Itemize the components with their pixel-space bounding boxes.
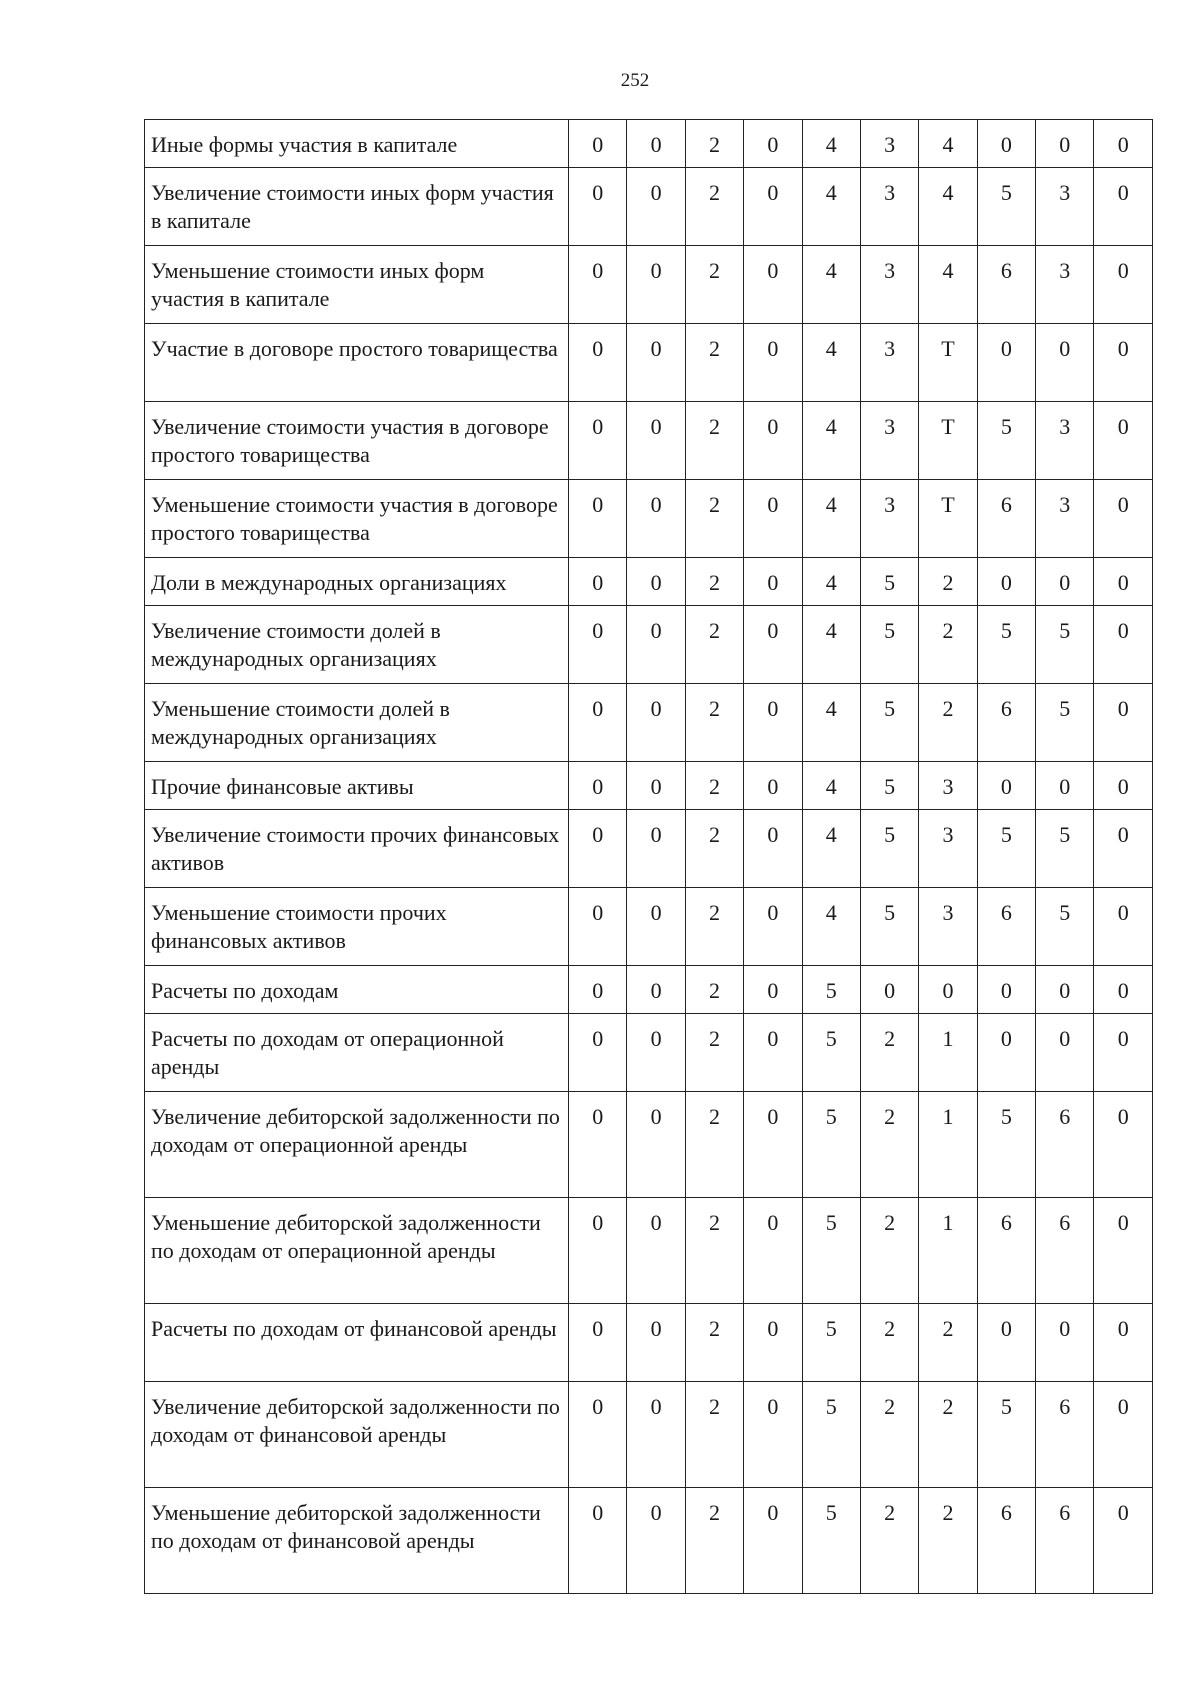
code-digit: 0: [744, 402, 802, 480]
code-digit: 0: [744, 480, 802, 558]
code-digit: 6: [977, 246, 1035, 324]
code-digit: 0: [1094, 246, 1153, 324]
table-row: [145, 1304, 1153, 1382]
code-digit: 2: [860, 1014, 918, 1092]
code-digit: 5: [977, 1382, 1035, 1488]
code-digit: Т: [919, 480, 977, 558]
code-digit: 0: [1094, 810, 1153, 888]
code-digit: 0: [627, 402, 685, 480]
code-digit: 2: [860, 1198, 918, 1304]
code-digit: 0: [627, 888, 685, 966]
code-digit: 6: [977, 480, 1035, 558]
code-digit: 0: [627, 1488, 685, 1594]
table-row: [145, 480, 1153, 558]
code-digit: 4: [919, 168, 977, 246]
code-digit: 0: [627, 1092, 685, 1198]
code-digit: 4: [802, 606, 860, 684]
code-digit: 0: [977, 1304, 1035, 1382]
code-digit: 0: [1094, 1488, 1153, 1594]
code-digit: 0: [1036, 558, 1094, 606]
code-digit: 6: [1036, 1092, 1094, 1198]
row-name: Расчеты по доходам: [145, 966, 569, 1014]
table-row: [145, 684, 1153, 762]
code-digit: 0: [569, 966, 627, 1014]
code-digit: 2: [860, 1382, 918, 1488]
code-digit: 0: [1036, 1304, 1094, 1382]
code-digit: 0: [627, 966, 685, 1014]
row-name: Расчеты по доходам от финансовой аренды: [145, 1304, 569, 1382]
code-digit: 0: [744, 558, 802, 606]
code-digit: 2: [860, 1092, 918, 1198]
code-digit: 5: [977, 168, 1035, 246]
code-digit: 0: [569, 888, 627, 966]
table-row: [145, 402, 1153, 480]
code-digit: 0: [1094, 1304, 1153, 1382]
code-digit: 0: [744, 762, 802, 810]
row-name: Участие в договоре простого товарищества: [145, 324, 569, 402]
code-digit: 2: [685, 480, 743, 558]
code-digit: 4: [802, 402, 860, 480]
code-digit: 3: [1036, 480, 1094, 558]
code-digit: 2: [919, 1304, 977, 1382]
code-digit: Т: [919, 324, 977, 402]
row-name: Иные формы участия в капитале: [145, 120, 569, 168]
code-digit: 0: [744, 1198, 802, 1304]
code-digit: 0: [977, 324, 1035, 402]
code-digit: 0: [569, 1488, 627, 1594]
code-digit: 2: [860, 1304, 918, 1382]
code-digit: 2: [919, 606, 977, 684]
code-digit: 5: [1036, 606, 1094, 684]
code-digit: 2: [685, 558, 743, 606]
code-digit: 6: [977, 1488, 1035, 1594]
code-digit: 0: [977, 120, 1035, 168]
row-name: Увеличение стоимости долей в международных организациях: [145, 606, 569, 684]
code-digit: 0: [569, 246, 627, 324]
code-digit: 0: [744, 888, 802, 966]
code-digit: 4: [802, 246, 860, 324]
code-digit: 6: [1036, 1488, 1094, 1594]
row-name: Прочие финансовые активы: [145, 762, 569, 810]
code-digit: 0: [569, 480, 627, 558]
table-row: [145, 966, 1153, 1014]
code-digit: 6: [977, 684, 1035, 762]
code-digit: 2: [685, 684, 743, 762]
table-row: [145, 762, 1153, 810]
code-digit: 4: [802, 888, 860, 966]
code-digit: 5: [860, 762, 918, 810]
code-digit: 0: [569, 1014, 627, 1092]
code-digit: 0: [1094, 120, 1153, 168]
code-digit: 1: [919, 1092, 977, 1198]
code-digit: 0: [977, 966, 1035, 1014]
row-name: Увеличение дебиторской задолженности по доходам от финансовой аренды: [145, 1382, 569, 1488]
code-digit: 0: [1094, 1014, 1153, 1092]
code-digit: 0: [1094, 1382, 1153, 1488]
code-digit: 0: [627, 606, 685, 684]
table-row: [145, 246, 1153, 324]
code-digit: 2: [919, 1488, 977, 1594]
table-row: [145, 120, 1153, 168]
code-digit: 0: [627, 684, 685, 762]
code-digit: 0: [1036, 324, 1094, 402]
page-number: 252: [620, 70, 650, 91]
code-digit: 2: [685, 966, 743, 1014]
code-digit: 0: [1094, 324, 1153, 402]
code-digit: 4: [802, 120, 860, 168]
code-digit: 2: [685, 402, 743, 480]
code-digit: 2: [685, 1198, 743, 1304]
row-name: Увеличение стоимости иных форм участия в капитале: [145, 168, 569, 246]
code-digit: 0: [744, 810, 802, 888]
row-name: Уменьшение стоимости долей в международных организациях: [145, 684, 569, 762]
code-digit: 0: [744, 120, 802, 168]
code-digit: 0: [744, 324, 802, 402]
code-digit: 2: [919, 684, 977, 762]
code-digit: 2: [685, 1092, 743, 1198]
code-digit: 0: [1094, 168, 1153, 246]
code-digit: 5: [860, 606, 918, 684]
row-name: Расчеты по доходам от операционной аренды: [145, 1014, 569, 1092]
code-digit: 0: [627, 810, 685, 888]
code-digit: 5: [802, 966, 860, 1014]
code-digit: 2: [919, 1382, 977, 1488]
code-digit: 4: [802, 558, 860, 606]
code-digit: 0: [744, 1488, 802, 1594]
code-digit: 0: [1094, 762, 1153, 810]
code-digit: 3: [919, 810, 977, 888]
code-digit: 5: [860, 888, 918, 966]
code-digit: 5: [977, 810, 1035, 888]
code-digit: 0: [744, 1014, 802, 1092]
code-digit: 0: [569, 810, 627, 888]
row-name: Уменьшение стоимости прочих финансовых активов: [145, 888, 569, 966]
code-digit: 0: [569, 1304, 627, 1382]
code-digit: 0: [569, 1092, 627, 1198]
row-name: Уменьшение дебиторской задолженности по доходам от операционной аренды: [145, 1198, 569, 1304]
code-digit: 0: [1036, 966, 1094, 1014]
code-digit: 0: [569, 684, 627, 762]
code-digit: 0: [744, 1092, 802, 1198]
code-digit: 0: [744, 606, 802, 684]
code-digit: 0: [744, 966, 802, 1014]
code-digit: 0: [627, 480, 685, 558]
code-digit: 0: [1036, 762, 1094, 810]
code-digit: 5: [802, 1488, 860, 1594]
code-digit: 0: [627, 246, 685, 324]
code-digit: 2: [685, 762, 743, 810]
code-digit: 0: [627, 1382, 685, 1488]
code-digit: 0: [744, 1382, 802, 1488]
code-digit: 0: [627, 1014, 685, 1092]
row-name: Увеличение стоимости прочих финансовых активов: [145, 810, 569, 888]
code-digit: 2: [685, 1382, 743, 1488]
row-name: Увеличение стоимости участия в договоре простого товарищества: [145, 402, 569, 480]
code-digit: 5: [1036, 810, 1094, 888]
account-codes-table: [144, 119, 1153, 1594]
row-name: Доли в международных организациях: [145, 558, 569, 606]
code-digit: 0: [1094, 888, 1153, 966]
code-digit: 3: [1036, 402, 1094, 480]
code-digit: 5: [802, 1198, 860, 1304]
code-digit: 0: [1036, 120, 1094, 168]
table-row: [145, 1092, 1153, 1198]
code-digit: 2: [685, 1488, 743, 1594]
code-digit: 0: [569, 1382, 627, 1488]
code-digit: 5: [860, 558, 918, 606]
code-digit: 5: [977, 402, 1035, 480]
code-digit: 0: [1094, 966, 1153, 1014]
code-digit: 3: [860, 168, 918, 246]
code-digit: 5: [802, 1092, 860, 1198]
code-digit: 0: [1094, 480, 1153, 558]
code-digit: 3: [860, 480, 918, 558]
code-digit: 5: [977, 1092, 1035, 1198]
code-digit: 4: [802, 324, 860, 402]
table-row: [145, 1382, 1153, 1488]
code-digit: 5: [860, 684, 918, 762]
table-body: [145, 120, 1153, 1594]
code-digit: 6: [977, 1198, 1035, 1304]
code-digit: 5: [977, 606, 1035, 684]
code-digit: 0: [569, 558, 627, 606]
code-digit: 0: [627, 168, 685, 246]
code-digit: 2: [685, 246, 743, 324]
code-digit: 4: [919, 120, 977, 168]
code-digit: 3: [860, 402, 918, 480]
code-digit: 4: [919, 246, 977, 324]
code-digit: 6: [1036, 1198, 1094, 1304]
code-digit: 4: [802, 684, 860, 762]
code-digit: 0: [627, 324, 685, 402]
code-digit: 0: [627, 762, 685, 810]
code-digit: 2: [685, 168, 743, 246]
code-digit: 0: [627, 558, 685, 606]
table-row: [145, 810, 1153, 888]
code-digit: 5: [802, 1304, 860, 1382]
code-digit: 0: [627, 120, 685, 168]
code-digit: 3: [1036, 246, 1094, 324]
code-digit: 0: [627, 1198, 685, 1304]
code-digit: 0: [744, 684, 802, 762]
table-row: [145, 324, 1153, 402]
code-digit: 0: [919, 966, 977, 1014]
code-digit: 2: [685, 888, 743, 966]
code-digit: 4: [802, 810, 860, 888]
code-digit: 2: [685, 606, 743, 684]
code-digit: 3: [860, 120, 918, 168]
table-row: [145, 1014, 1153, 1092]
code-digit: 0: [569, 1198, 627, 1304]
code-digit: 0: [569, 324, 627, 402]
code-digit: 2: [685, 1304, 743, 1382]
code-digit: 0: [1094, 684, 1153, 762]
code-digit: 2: [860, 1488, 918, 1594]
code-digit: 3: [860, 324, 918, 402]
code-digit: Т: [919, 402, 977, 480]
code-digit: 4: [802, 480, 860, 558]
code-digit: 1: [919, 1014, 977, 1092]
code-digit: 0: [1094, 1092, 1153, 1198]
code-digit: 1: [919, 1198, 977, 1304]
table-row: [145, 1198, 1153, 1304]
row-name: Уменьшение дебиторской задолженности по доходам от финансовой аренды: [145, 1488, 569, 1594]
code-digit: 0: [1036, 1014, 1094, 1092]
code-digit: 0: [1094, 402, 1153, 480]
code-digit: 2: [919, 558, 977, 606]
code-digit: 5: [1036, 888, 1094, 966]
code-digit: 5: [802, 1014, 860, 1092]
code-digit: 3: [919, 888, 977, 966]
code-digit: 5: [860, 810, 918, 888]
code-digit: 0: [1094, 558, 1153, 606]
code-digit: 3: [860, 246, 918, 324]
row-name: Уменьшение стоимости участия в договоре простого товарищества: [145, 480, 569, 558]
table-row: [145, 168, 1153, 246]
row-name: Уменьшение стоимости иных форм участия в капитале: [145, 246, 569, 324]
table-row: [145, 606, 1153, 684]
code-digit: 6: [977, 888, 1035, 966]
code-digit: 2: [685, 324, 743, 402]
code-digit: 3: [1036, 168, 1094, 246]
code-digit: 0: [1094, 606, 1153, 684]
code-digit: 4: [802, 168, 860, 246]
code-digit: 4: [802, 762, 860, 810]
code-digit: 0: [569, 606, 627, 684]
code-digit: 0: [744, 1304, 802, 1382]
code-digit: 0: [1094, 1198, 1153, 1304]
table-row: [145, 888, 1153, 966]
code-digit: 5: [1036, 684, 1094, 762]
row-name: Увеличение дебиторской задолженности по доходам от операционной аренды: [145, 1092, 569, 1198]
code-digit: 2: [685, 120, 743, 168]
code-digit: 0: [977, 558, 1035, 606]
code-digit: 0: [744, 246, 802, 324]
table-row: [145, 1488, 1153, 1594]
code-digit: 0: [569, 120, 627, 168]
code-digit: 3: [919, 762, 977, 810]
code-digit: 0: [627, 1304, 685, 1382]
code-digit: 6: [1036, 1382, 1094, 1488]
code-digit: 0: [977, 1014, 1035, 1092]
code-digit: 0: [569, 402, 627, 480]
code-digit: 0: [860, 966, 918, 1014]
table-row: [145, 558, 1153, 606]
code-digit: 0: [569, 762, 627, 810]
code-digit: 2: [685, 1014, 743, 1092]
code-digit: 0: [569, 168, 627, 246]
code-digit: 0: [977, 762, 1035, 810]
code-digit: 0: [744, 168, 802, 246]
code-digit: 5: [802, 1382, 860, 1488]
code-digit: 2: [685, 810, 743, 888]
